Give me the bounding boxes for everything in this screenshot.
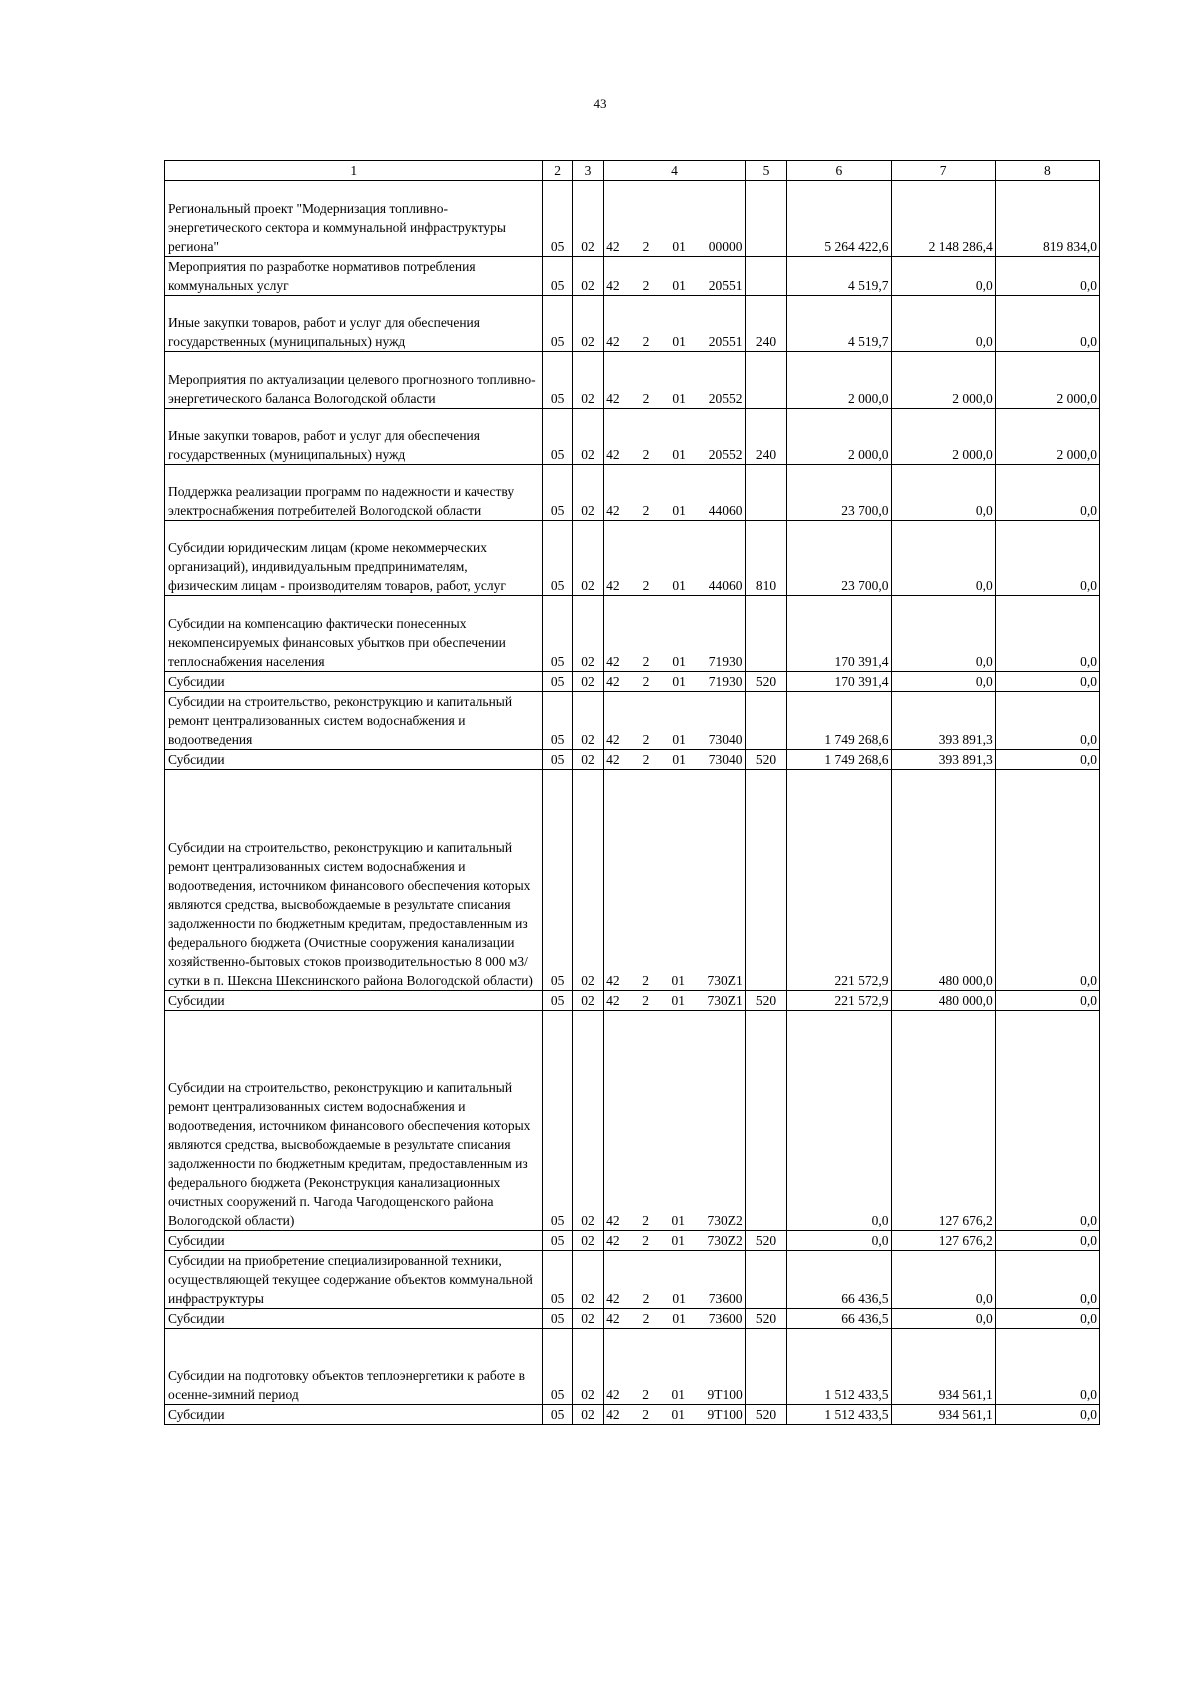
header-cell: 5 bbox=[745, 161, 786, 181]
target-code-part: 20552 bbox=[708, 447, 743, 462]
row-amount-8: 0,0 bbox=[995, 991, 1099, 1011]
row-subsection: 02 bbox=[572, 1309, 603, 1329]
row-name: Субсидии bbox=[165, 750, 543, 770]
target-code-part: 73600 bbox=[708, 1311, 743, 1326]
row-expense-type bbox=[745, 596, 786, 672]
row-amount-7: 127 676,2 bbox=[891, 1231, 995, 1251]
target-code-part: 42 bbox=[606, 1387, 620, 1402]
row-target-code bbox=[604, 770, 746, 991]
row-expense-type bbox=[745, 1011, 786, 1231]
row-expense-type: 520 bbox=[745, 1309, 786, 1329]
row-section: 05 bbox=[543, 296, 572, 352]
row-amount-7: 0,0 bbox=[891, 1251, 995, 1309]
target-code-part: 01 bbox=[672, 1311, 686, 1326]
table-row bbox=[165, 991, 1100, 1011]
target-code-part: 73040 bbox=[708, 732, 743, 747]
row-amount-8: 0,0 bbox=[995, 1251, 1099, 1309]
row-target-code bbox=[604, 465, 746, 521]
target-code-part: 01 bbox=[672, 503, 686, 518]
row-name: Субсидии bbox=[165, 672, 543, 692]
row-section: 05 bbox=[543, 1309, 572, 1329]
row-section: 05 bbox=[543, 465, 572, 521]
row-subsection: 02 bbox=[572, 352, 603, 409]
target-code-part: 2 bbox=[642, 239, 650, 254]
target-code-parts bbox=[606, 991, 743, 1010]
row-subsection: 02 bbox=[572, 770, 603, 991]
header-cell: 8 bbox=[995, 161, 1099, 181]
row-amount-8: 0,0 bbox=[995, 596, 1099, 672]
row-amount-6: 170 391,4 bbox=[787, 672, 891, 692]
row-name: Региональный проект "Модернизация топливно-энергетического сектора и коммунальной инфраструктуры региона" bbox=[165, 181, 543, 257]
row-target-code bbox=[604, 181, 746, 257]
target-code-part: 01 bbox=[671, 1387, 685, 1402]
target-code-part: 42 bbox=[606, 752, 620, 767]
row-amount-6: 5 264 422,6 bbox=[787, 181, 891, 257]
row-expense-type: 240 bbox=[745, 409, 786, 465]
row-section: 05 bbox=[543, 521, 572, 596]
table-row bbox=[165, 296, 1100, 352]
row-expense-type bbox=[745, 352, 786, 409]
row-section: 05 bbox=[543, 750, 572, 770]
table-row bbox=[165, 257, 1100, 296]
row-name: Поддержка реализации программ по надежности и качеству электроснабжения потребителей Вологодской области bbox=[165, 465, 543, 521]
target-code-parts bbox=[606, 1289, 743, 1308]
row-amount-6: 66 436,5 bbox=[787, 1251, 891, 1309]
target-code-part: 2 bbox=[642, 1213, 649, 1228]
row-section: 05 bbox=[543, 409, 572, 465]
table-row bbox=[165, 1329, 1100, 1405]
row-amount-8: 0,0 bbox=[995, 692, 1099, 750]
target-code-part: 01 bbox=[672, 752, 686, 767]
target-code-part: 42 bbox=[606, 973, 620, 988]
target-code-parts bbox=[606, 276, 743, 295]
row-section: 05 bbox=[543, 1329, 572, 1405]
row-expense-type: 520 bbox=[745, 1405, 786, 1425]
target-code-parts bbox=[606, 576, 743, 595]
table-row bbox=[165, 750, 1100, 770]
row-subsection: 02 bbox=[572, 672, 603, 692]
row-amount-7: 934 561,1 bbox=[891, 1329, 995, 1405]
target-code-part: 2 bbox=[642, 993, 649, 1008]
target-code-part: 71930 bbox=[708, 654, 743, 669]
row-name: Мероприятия по актуализации целевого прогнозного топливно-энергетического баланса Вологодской области bbox=[165, 352, 543, 409]
target-code-part: 01 bbox=[672, 278, 686, 293]
target-code-parts bbox=[606, 1385, 743, 1404]
table-row bbox=[165, 409, 1100, 465]
target-code-parts bbox=[606, 501, 743, 520]
row-section: 05 bbox=[543, 991, 572, 1011]
row-amount-6: 221 572,9 bbox=[787, 770, 891, 991]
row-name: Субсидии на строительство, реконструкцию и капитальный ремонт централизованных систем водоснабжения и водоотведения, источником финансового обеспечения которых являются средства, высвобождаемые в результате списания задолженности по бюджетным кредитам, предоставленным из федерального бюджета (Реконструкция канализационных очистных сооружений п. Чагода Чагодощенского района Вологодской области) bbox=[165, 1011, 543, 1231]
header-cell: 1 bbox=[165, 161, 543, 181]
row-amount-7: 0,0 bbox=[891, 465, 995, 521]
row-amount-8: 0,0 bbox=[995, 672, 1099, 692]
header-cell: 7 bbox=[891, 161, 995, 181]
target-code-part: 20551 bbox=[708, 334, 743, 349]
target-code-part: 01 bbox=[672, 334, 686, 349]
row-amount-6: 2 000,0 bbox=[787, 352, 891, 409]
row-target-code bbox=[604, 1329, 746, 1405]
row-section: 05 bbox=[543, 672, 572, 692]
row-amount-6: 66 436,5 bbox=[787, 1309, 891, 1329]
row-amount-7: 0,0 bbox=[891, 257, 995, 296]
target-code-part: 2 bbox=[642, 1407, 649, 1422]
row-section: 05 bbox=[543, 1011, 572, 1231]
row-target-code bbox=[604, 1251, 746, 1309]
row-target-code bbox=[604, 991, 746, 1011]
target-code-part: 01 bbox=[671, 1407, 685, 1422]
row-name: Субсидии юридическим лицам (кроме некоммерческих организаций), индивидуальным предпринимателям, физическим лицам - производителям товаров, работ, услуг bbox=[165, 521, 543, 596]
row-amount-7: 2 000,0 bbox=[891, 352, 995, 409]
row-subsection: 02 bbox=[572, 465, 603, 521]
target-code-part: 01 bbox=[671, 1233, 685, 1248]
target-code-part: 2 bbox=[642, 752, 650, 767]
row-amount-7: 480 000,0 bbox=[891, 991, 995, 1011]
row-amount-8: 0,0 bbox=[995, 1011, 1099, 1231]
target-code-part: 42 bbox=[606, 1291, 620, 1306]
target-code-parts bbox=[606, 750, 743, 769]
target-code-part: 42 bbox=[606, 1407, 620, 1422]
row-expense-type bbox=[745, 770, 786, 991]
row-section: 05 bbox=[543, 770, 572, 991]
row-amount-8: 0,0 bbox=[995, 1231, 1099, 1251]
target-code-part: 2 bbox=[642, 973, 649, 988]
target-code-parts bbox=[606, 652, 743, 671]
target-code-parts bbox=[606, 445, 743, 464]
target-code-part: 42 bbox=[606, 674, 620, 689]
target-code-part: 42 bbox=[606, 993, 620, 1008]
target-code-part: 01 bbox=[672, 391, 686, 406]
row-amount-7: 934 561,1 bbox=[891, 1405, 995, 1425]
row-expense-type bbox=[745, 257, 786, 296]
target-code-part: 730Z2 bbox=[707, 1233, 743, 1248]
row-section: 05 bbox=[543, 1231, 572, 1251]
target-code-parts bbox=[606, 730, 743, 749]
table-row bbox=[165, 1011, 1100, 1231]
row-amount-6: 2 000,0 bbox=[787, 409, 891, 465]
row-amount-7: 0,0 bbox=[891, 1309, 995, 1329]
row-target-code bbox=[604, 692, 746, 750]
row-amount-8: 0,0 bbox=[995, 1329, 1099, 1405]
row-amount-6: 221 572,9 bbox=[787, 991, 891, 1011]
row-subsection: 02 bbox=[572, 1011, 603, 1231]
table-row bbox=[165, 521, 1100, 596]
target-code-part: 42 bbox=[606, 239, 620, 254]
target-code-parts bbox=[606, 971, 743, 990]
target-code-part: 42 bbox=[606, 1213, 620, 1228]
row-section: 05 bbox=[543, 257, 572, 296]
target-code-part: 42 bbox=[606, 391, 620, 406]
row-expense-type: 520 bbox=[745, 1231, 786, 1251]
target-code-parts bbox=[606, 1405, 743, 1424]
row-target-code bbox=[604, 409, 746, 465]
row-name: Субсидии на приобретение специализированной техники, осуществляющей текущее содержание объектов коммунальной инфраструктуры bbox=[165, 1251, 543, 1309]
target-code-part: 73040 bbox=[708, 752, 743, 767]
row-section: 05 bbox=[543, 352, 572, 409]
table-row bbox=[165, 692, 1100, 750]
target-code-part: 73600 bbox=[708, 1291, 743, 1306]
row-target-code bbox=[604, 352, 746, 409]
row-amount-7: 0,0 bbox=[891, 521, 995, 596]
target-code-part: 01 bbox=[672, 1291, 686, 1306]
row-name: Субсидии на подготовку объектов теплоэнергетики к работе в осенне-зимний период bbox=[165, 1329, 543, 1405]
target-code-part: 42 bbox=[606, 503, 620, 518]
target-code-part: 42 bbox=[606, 654, 620, 669]
row-amount-6: 0,0 bbox=[787, 1231, 891, 1251]
row-amount-8: 0,0 bbox=[995, 750, 1099, 770]
row-subsection: 02 bbox=[572, 1329, 603, 1405]
row-amount-8: 0,0 bbox=[995, 465, 1099, 521]
target-code-parts bbox=[606, 1231, 743, 1250]
target-code-part: 2 bbox=[642, 654, 650, 669]
row-expense-type: 810 bbox=[745, 521, 786, 596]
budget-table bbox=[164, 160, 1100, 1425]
target-code-part: 01 bbox=[671, 1213, 685, 1228]
target-code-parts bbox=[606, 332, 743, 351]
row-section: 05 bbox=[543, 1405, 572, 1425]
row-target-code bbox=[604, 1405, 746, 1425]
target-code-part: 42 bbox=[606, 447, 620, 462]
table-row bbox=[165, 596, 1100, 672]
table-row bbox=[165, 352, 1100, 409]
row-amount-7: 0,0 bbox=[891, 672, 995, 692]
table-row bbox=[165, 181, 1100, 257]
row-amount-6: 1 512 433,5 bbox=[787, 1405, 891, 1425]
target-code-part: 01 bbox=[672, 239, 686, 254]
row-name: Субсидии bbox=[165, 991, 543, 1011]
row-amount-6: 1 749 268,6 bbox=[787, 750, 891, 770]
row-name: Субсидии bbox=[165, 1309, 543, 1329]
target-code-part: 42 bbox=[606, 732, 620, 747]
target-code-part: 01 bbox=[672, 578, 686, 593]
row-target-code bbox=[604, 1309, 746, 1329]
row-expense-type bbox=[745, 181, 786, 257]
row-amount-6: 4 519,7 bbox=[787, 257, 891, 296]
target-code-part: 2 bbox=[642, 278, 650, 293]
target-code-part: 71930 bbox=[708, 674, 743, 689]
row-amount-8: 819 834,0 bbox=[995, 181, 1099, 257]
row-amount-7: 480 000,0 bbox=[891, 770, 995, 991]
target-code-part: 2 bbox=[642, 1233, 649, 1248]
row-amount-8: 0,0 bbox=[995, 770, 1099, 991]
table-row bbox=[165, 1251, 1100, 1309]
row-subsection: 02 bbox=[572, 257, 603, 296]
target-code-part: 2 bbox=[642, 391, 650, 406]
row-amount-6: 1 512 433,5 bbox=[787, 1329, 891, 1405]
row-target-code bbox=[604, 296, 746, 352]
target-code-part: 2 bbox=[642, 578, 650, 593]
row-subsection: 02 bbox=[572, 1251, 603, 1309]
target-code-part: 42 bbox=[606, 1311, 620, 1326]
row-expense-type: 520 bbox=[745, 750, 786, 770]
row-target-code bbox=[604, 1011, 746, 1231]
table-header-row bbox=[165, 161, 1100, 181]
row-name: Мероприятия по разработке нормативов потребления коммунальных услуг bbox=[165, 257, 543, 296]
target-code-part: 2 bbox=[642, 447, 650, 462]
header-cell: 4 bbox=[604, 161, 746, 181]
target-code-part: 20552 bbox=[708, 391, 743, 406]
row-expense-type bbox=[745, 692, 786, 750]
row-name: Субсидии на компенсацию фактически понесенных некомпенсируемых финансовых убытков при обеспечении теплоснабжения населения bbox=[165, 596, 543, 672]
target-code-part: 730Z1 bbox=[707, 993, 743, 1008]
row-amount-6: 23 700,0 bbox=[787, 521, 891, 596]
row-amount-8: 0,0 bbox=[995, 521, 1099, 596]
row-expense-type: 520 bbox=[745, 991, 786, 1011]
target-code-part: 2 bbox=[642, 503, 650, 518]
row-target-code bbox=[604, 750, 746, 770]
row-section: 05 bbox=[543, 1251, 572, 1309]
header-cell: 6 bbox=[787, 161, 891, 181]
row-amount-7: 0,0 bbox=[891, 296, 995, 352]
target-code-part: 2 bbox=[642, 1311, 650, 1326]
row-subsection: 02 bbox=[572, 1231, 603, 1251]
target-code-part: 01 bbox=[671, 973, 685, 988]
header-cell: 2 bbox=[543, 161, 572, 181]
target-code-part: 42 bbox=[606, 334, 620, 349]
target-code-part: 42 bbox=[606, 1233, 620, 1248]
row-amount-8: 2 000,0 bbox=[995, 409, 1099, 465]
row-amount-7: 2 148 286,4 bbox=[891, 181, 995, 257]
target-code-part: 730Z2 bbox=[707, 1213, 743, 1228]
row-subsection: 02 bbox=[572, 409, 603, 465]
row-amount-8: 0,0 bbox=[995, 296, 1099, 352]
row-expense-type: 240 bbox=[745, 296, 786, 352]
row-amount-7: 127 676,2 bbox=[891, 1011, 995, 1231]
page-number: 43 bbox=[593, 96, 607, 111]
row-subsection: 02 bbox=[572, 181, 603, 257]
target-code-part: 44060 bbox=[708, 503, 743, 518]
row-expense-type bbox=[745, 465, 786, 521]
target-code-parts bbox=[606, 237, 743, 256]
target-code-part: 2 bbox=[642, 1387, 649, 1402]
row-name: Иные закупки товаров, работ и услуг для обеспечения государственных (муниципальных) нужд bbox=[165, 296, 543, 352]
target-code-part: 44060 bbox=[708, 578, 743, 593]
row-amount-7: 0,0 bbox=[891, 596, 995, 672]
table-row bbox=[165, 1231, 1100, 1251]
target-code-part: 01 bbox=[672, 447, 686, 462]
table-row bbox=[165, 1309, 1100, 1329]
row-subsection: 02 bbox=[572, 692, 603, 750]
target-code-parts bbox=[606, 1211, 743, 1230]
row-amount-8: 0,0 bbox=[995, 1405, 1099, 1425]
row-section: 05 bbox=[543, 692, 572, 750]
target-code-part: 01 bbox=[672, 674, 686, 689]
row-section: 05 bbox=[543, 181, 572, 257]
row-amount-6: 1 749 268,6 bbox=[787, 692, 891, 750]
row-subsection: 02 bbox=[572, 750, 603, 770]
row-name: Субсидии на строительство, реконструкцию и капитальный ремонт централизованных систем водоснабжения и водоотведения bbox=[165, 692, 543, 750]
row-amount-8: 0,0 bbox=[995, 1309, 1099, 1329]
row-target-code bbox=[604, 596, 746, 672]
row-amount-8: 2 000,0 bbox=[995, 352, 1099, 409]
target-code-part: 42 bbox=[606, 278, 620, 293]
table-row bbox=[165, 770, 1100, 991]
row-name: Иные закупки товаров, работ и услуг для обеспечения государственных (муниципальных) нужд bbox=[165, 409, 543, 465]
row-target-code bbox=[604, 672, 746, 692]
table-row bbox=[165, 465, 1100, 521]
target-code-parts bbox=[606, 389, 743, 408]
target-code-part: 01 bbox=[672, 732, 686, 747]
target-code-part: 2 bbox=[642, 674, 650, 689]
row-subsection: 02 bbox=[572, 1405, 603, 1425]
row-name: Субсидии на строительство, реконструкцию и капитальный ремонт централизованных систем водоснабжения и водоотведения, источником финансового обеспечения которых являются средства, высвобождаемые в результате списания задолженности по бюджетным кредитам, предоставленным из федерального бюджета (Очистные сооружения канализации хозяйственно-бытовых стоков производительностью 8 000 м3/сутки в п. Шексна Шекснинского района Вологодской области) bbox=[165, 770, 543, 991]
table-row bbox=[165, 672, 1100, 692]
target-code-part: 01 bbox=[672, 654, 686, 669]
row-name: Субсидии bbox=[165, 1231, 543, 1251]
row-section: 05 bbox=[543, 596, 572, 672]
row-target-code bbox=[604, 257, 746, 296]
target-code-part: 730Z1 bbox=[707, 973, 743, 988]
row-subsection: 02 bbox=[572, 296, 603, 352]
table-row bbox=[165, 1405, 1100, 1425]
row-subsection: 02 bbox=[572, 521, 603, 596]
row-expense-type bbox=[745, 1251, 786, 1309]
target-code-part: 9Т100 bbox=[707, 1407, 743, 1422]
target-code-part: 2 bbox=[642, 334, 650, 349]
row-subsection: 02 bbox=[572, 596, 603, 672]
target-code-parts bbox=[606, 672, 743, 691]
header-cell: 3 bbox=[572, 161, 603, 181]
row-expense-type bbox=[745, 1329, 786, 1405]
row-amount-6: 170 391,4 bbox=[787, 596, 891, 672]
row-expense-type: 520 bbox=[745, 672, 786, 692]
row-amount-7: 393 891,3 bbox=[891, 750, 995, 770]
target-code-part: 42 bbox=[606, 578, 620, 593]
row-amount-8: 0,0 bbox=[995, 257, 1099, 296]
target-code-part: 00000 bbox=[708, 239, 743, 254]
target-code-part: 9Т100 bbox=[707, 1387, 743, 1402]
target-code-part: 2 bbox=[642, 732, 650, 747]
target-code-part: 01 bbox=[671, 993, 685, 1008]
row-amount-7: 393 891,3 bbox=[891, 692, 995, 750]
row-amount-6: 23 700,0 bbox=[787, 465, 891, 521]
row-amount-7: 2 000,0 bbox=[891, 409, 995, 465]
target-code-parts bbox=[606, 1309, 743, 1328]
row-name: Субсидии bbox=[165, 1405, 543, 1425]
row-amount-6: 0,0 bbox=[787, 1011, 891, 1231]
row-amount-6: 4 519,7 bbox=[787, 296, 891, 352]
row-subsection: 02 bbox=[572, 991, 603, 1011]
row-target-code bbox=[604, 521, 746, 596]
row-target-code bbox=[604, 1231, 746, 1251]
target-code-part: 20551 bbox=[708, 278, 743, 293]
target-code-part: 2 bbox=[642, 1291, 650, 1306]
